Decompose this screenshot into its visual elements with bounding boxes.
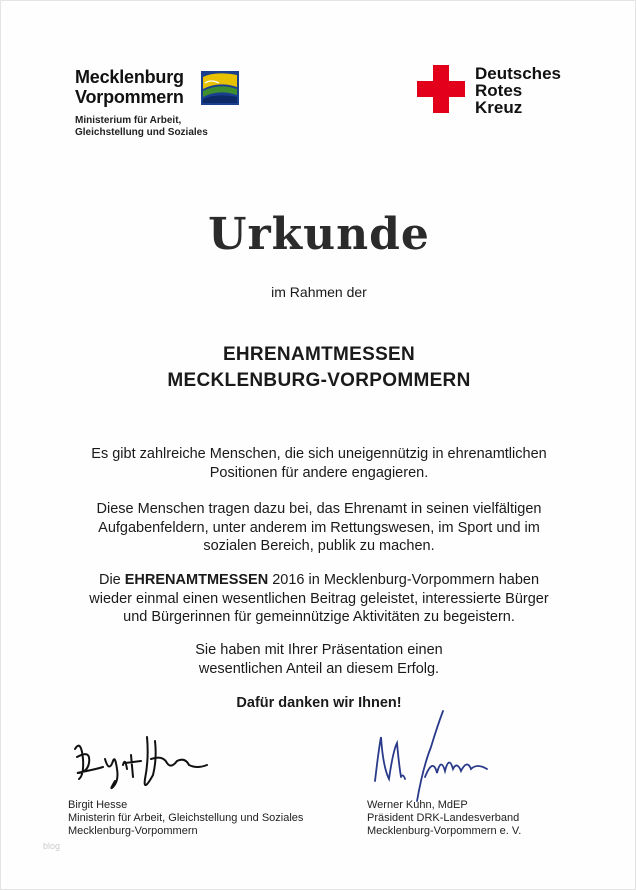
paragraph-4-line1: Sie haben mit Ihrer Präsentation einen bbox=[195, 642, 443, 658]
mv-flag-icon bbox=[199, 69, 241, 107]
paragraph-1-line2: Positionen für andere engagieren. bbox=[209, 464, 429, 481]
paragraph-4 bbox=[1, 641, 636, 678]
signer-left-name: Birgit Hesse bbox=[68, 799, 128, 811]
paragraph-2-line2: Aufgabenfeldern, unter anderem im Rettungswesen, im Sport und im bbox=[98, 519, 540, 536]
paragraph-3-rest: 2016 in Mecklenburg-Vorpommern haben bbox=[268, 572, 540, 588]
signer-right-org: Mecklenburg-Vorpommern e. V. bbox=[367, 825, 522, 837]
paragraph-3-bold1: EHRENAMT bbox=[124, 572, 207, 588]
mv-logo-line2: Vorpommern bbox=[75, 87, 184, 107]
thanks-line: Dafür danken wir Ihnen! bbox=[236, 695, 402, 711]
signer-left-org: Mecklenburg-Vorpommern bbox=[68, 825, 198, 837]
ministry-line2: Gleichstellung und Soziales bbox=[75, 127, 208, 138]
drk-logo-text bbox=[475, 65, 561, 116]
drk-line2: Rotes bbox=[475, 81, 523, 100]
paragraph-1-line1: Es gibt zahlreiche Menschen, die sich uneigennützig in ehrenamtlichen bbox=[91, 446, 547, 462]
event-name-line2: MECKLENBURG-VORPOMMERN bbox=[167, 370, 471, 391]
paragraph-3-line1 bbox=[1, 571, 636, 590]
paragraph-3 bbox=[1, 571, 636, 627]
paragraph-3-line2: wieder einmal einen wesentlichen Beitrag geleistet, interessierte Bürger bbox=[89, 590, 549, 607]
event-name-part1: EHRENAMT bbox=[222, 344, 334, 365]
event-name-part2: MESSEN bbox=[333, 344, 416, 365]
paragraph-3-prefix: Die bbox=[98, 572, 125, 588]
signer-right bbox=[367, 799, 521, 838]
mv-ministry-logo bbox=[75, 67, 255, 139]
signer-right-name: Werner Kuhn, MdEP bbox=[367, 799, 468, 811]
ministry-line1: Ministerium für Arbeit, bbox=[75, 115, 182, 126]
drk-line1: Deutsches bbox=[475, 64, 561, 83]
ministry-name bbox=[75, 115, 255, 139]
signer-left-role: Ministerin für Arbeit, Gleichstellung und Soziales bbox=[68, 812, 304, 824]
signer-left bbox=[68, 799, 303, 838]
paragraph-4-line2: wesentlichen Anteil an diesem Erfolg. bbox=[198, 660, 440, 677]
drk-line3: Kreuz bbox=[475, 98, 523, 117]
signature-right-icon bbox=[367, 707, 507, 803]
paragraph-3-bold2: MESSEN bbox=[206, 572, 269, 588]
watermark: blog bbox=[43, 841, 61, 851]
paragraph-2 bbox=[1, 500, 636, 556]
signature-left-icon bbox=[67, 729, 227, 799]
event-name-line1 bbox=[1, 344, 636, 366]
paragraph-3-line3: und Bürgerinnen für gemeinnützige Aktivitäten zu begeistern. bbox=[123, 609, 515, 625]
certificate-title: Urkunde bbox=[208, 209, 430, 260]
signer-right-role: Präsident DRK-Landesverband bbox=[367, 812, 520, 824]
paragraph-2-line3: sozialen Bereich, publik zu machen. bbox=[203, 538, 435, 554]
red-cross-icon bbox=[417, 65, 465, 113]
paragraph-1 bbox=[1, 445, 636, 482]
subtitle: im Rahmen der bbox=[271, 284, 367, 300]
paragraph-2-line1: Diese Menschen tragen dazu bei, das Ehrenamt in seinen vielfältigen bbox=[96, 501, 542, 517]
mv-logo-line1: Mecklenburg bbox=[75, 67, 184, 87]
drk-logo bbox=[417, 65, 587, 119]
